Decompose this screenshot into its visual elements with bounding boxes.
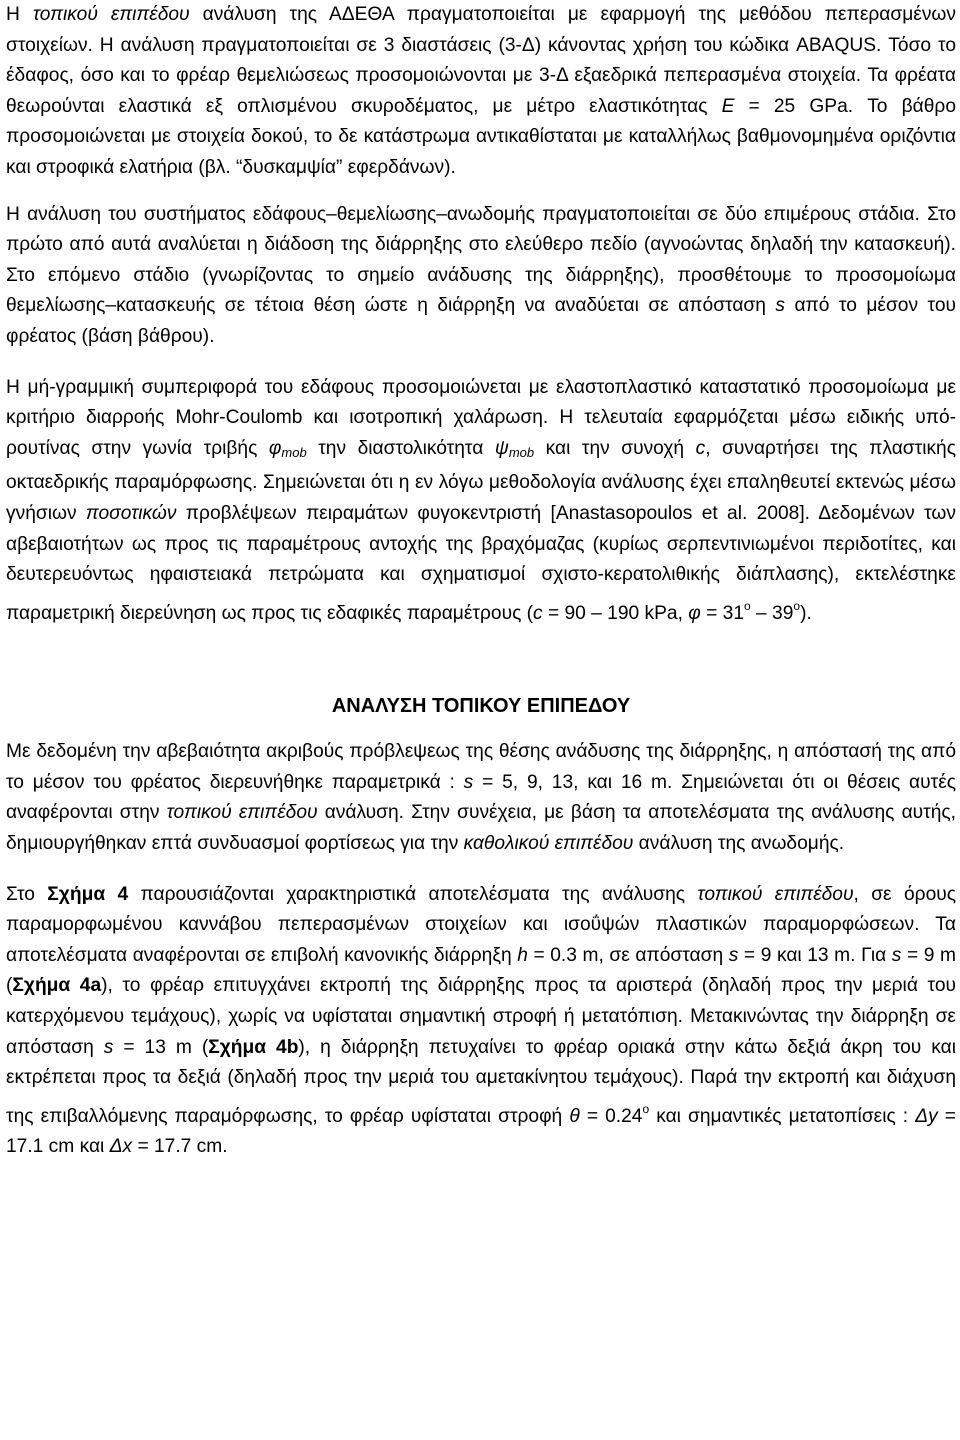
text-run: τοπικού επιπέδου: [32, 4, 190, 25]
text-run: , συναρτήσει της πλαστικής οκταεδρικής παραμόρφωσης. Σημειώνεται ότι η εν λόγω μεθοδολογία ανάλυσης έχει επαληθευτεί εκτενώς μέσω γνήσιων: [6, 437, 956, 524]
text-run: ανάλυση της ΑΔΕΘΑ πραγματοποιείται με εφαρμογή της μεθόδου πεπερασμένων στοιχείων. Η ανάλυση πραγματοποιείται σε 3 διαστάσεις (3-Δ) κάνοντας χρήση του κώδικα ABAQUS. Τόσο το έδαφος, όσο και το φρέαρ θεμελιώσεως προσομοιώνονται με 3-Δ εξαεδρικά πεπερασμένα στοιχεία. Τα φρέατα θεωρούνται ελαστικά εξ οπλισμένου σκυροδέματος, με μέτρο ελαστικότητας: [6, 4, 956, 117]
text-run: = 13 m (: [113, 1036, 209, 1058]
text-run: προβλέψεων πειραμάτων φυγοκεντριστή [Anastasopoulos et al. 2008]. Δεδομένων των αβεβαιοτήτων ως προς τις παραμέτρους αντοχής της βραχόμαζας (κυρίως σερπεντινιωμένοι περιδοτίτες, και δευτερευόντως ηφαιστειακά πετρώματα και σχηματισμοί σχιστο-κερατολιθικής διάπλασης), εκτελέστηκε παραμετρική διερεύνηση ως προς τις εδαφικές παραμέτρους (: [6, 502, 956, 624]
paragraph-local-analysis-intro: [6, 0, 956, 184]
text-run: τοπικού επιπέδου: [697, 883, 854, 905]
text-run: mob: [281, 444, 307, 460]
text-run: Σχήμα 4b: [208, 1036, 299, 1058]
text-run: s: [103, 1036, 114, 1058]
text-run: – 39: [750, 602, 794, 624]
text-run: c: [533, 602, 543, 624]
text-run: , σε όρους παραμορφωμένου καννάβου πεπερασμένων στοιχείων και ισοΰψών πλαστικών παραμορφώσεων. Τα αποτελέσματα αναφέρονται σε επιβολή κανονικής διάρρηξη: [6, 883, 956, 966]
text-run: s: [891, 944, 902, 966]
text-run: Δy: [915, 1105, 938, 1127]
text-run: ψ: [494, 437, 509, 459]
text-run: mob: [508, 444, 535, 460]
text-run: ο: [642, 1101, 650, 1116]
text-run: και την συνοχή: [534, 437, 696, 459]
text-run: c: [695, 437, 706, 459]
paragraph-figure-4-results: [6, 880, 956, 1163]
text-run: ανάλυση της ανωδομής.: [633, 833, 845, 855]
text-run: Η: [6, 4, 33, 25]
text-run: και σημαντικές μετατοπίσεις :: [649, 1105, 916, 1127]
text-run: s: [463, 771, 474, 793]
text-run: τοπικού επιπέδου: [166, 802, 318, 824]
paragraph-nonlinear-behaviour: [6, 373, 956, 630]
text-run: = 17.7 cm.: [132, 1136, 228, 1158]
text-run: Η ανάλυση του συστήματος εδάφους–θεμελίωσης–ανωδομής πραγματοποιείται σε δύο επιμέρους στάδια. Στο πρώτο από αυτά αναλύεται η διάδοση της διάρρηξης στο ελεύθερο πεδίο (αγνοώντας δηλαδή την κατασκευή). Στο επόμενο στάδιο (γνωρίζοντας το σημείο ανάδυσης της διάρρηξης), προσθέτουμε το προσομοίωμα θεμελίωσης–κατασκευής σε τέτοια θέση ώστε η διάρρηξη να αναδύεται σε απόσταση: [6, 203, 956, 317]
text-run: = 9 και 13 m. Για: [738, 944, 892, 966]
text-run: Δx: [109, 1136, 133, 1158]
text-run: E: [721, 95, 735, 117]
text-run: ), η διάρρηξη πετυχαίνει το φρέαρ οριακά στην κάτω δεξιά άκρη του και εκτρέπεται προς τα δεξιά (δηλαδή προς την μεριά του αμετακίνητου τεμάχους). Παρά την εκτροπή και διάχυση της επιβαλλόμενης παραμόρφωσης, το φρέαρ υφίσταται στροφή: [6, 1036, 956, 1127]
text-run: την διαστολικότητα: [306, 437, 495, 459]
text-run: = 90 – 190 kPa,: [542, 602, 689, 624]
text-run: = 31: [700, 602, 745, 624]
text-run: Σχήμα 4: [47, 883, 129, 905]
text-run: ποσοτικών: [85, 502, 177, 524]
text-run: = 0.24: [579, 1105, 643, 1127]
text-run: θ: [569, 1105, 580, 1127]
text-run: = 5, 9, 13, και 16 m. Σημειώνεται ότι οι θέσεις αυτές αναφέρονται στην: [6, 771, 956, 824]
text-run: s: [728, 944, 739, 966]
text-run: παρουσιάζονται χαρακτηριστικά αποτελέσματα της ανάλυσης: [128, 883, 698, 905]
text-run: καθολικού επιπέδου: [463, 833, 634, 855]
paragraph-rupture-location: [6, 737, 956, 859]
text-run: h: [517, 944, 528, 966]
text-run: ), το φρέαρ επιτυγχάνει εκτροπή της διάρρηξης προς τα αριστερά (δηλαδή προς την μεριά του κατερχόμενου τεμάχους), χωρίς να υφίσταται σημαντική στροφή ή μετατόπιση. Μετακινώντας την διάρρηξη σε απόσταση: [6, 975, 956, 1058]
text-run: = 17.1 cm και: [6, 1105, 956, 1158]
text-run: = 9 m (: [6, 944, 956, 997]
text-run: Στο: [6, 883, 48, 905]
text-run: φ: [268, 437, 282, 459]
text-run: από το μέσον του φρέατος (βάση βάθρου).: [6, 295, 956, 347]
text-run: ανάλυση. Στην συνέχεια, με βάση τα αποτελέσματα της ανάλυσης αυτής, δημιουργήθηκαν επτά συνδυασμοί φορτίσεως για την: [6, 802, 956, 855]
text-run: φ: [688, 602, 701, 624]
text-run: s: [775, 295, 785, 317]
text-run: ).: [800, 602, 812, 624]
text-run: = 25 GPa. Το βάθρο προσομοιώνεται με στοιχεία δοκού, το δε κατάστρωμα αντικαθίσταται με καταλλήλως βαθμονομημένα οριζόντια και στροφικά ελατήρια (βλ. “δυσκαμψία” εφερδάνων).: [6, 95, 956, 178]
text-run: ο: [744, 598, 751, 613]
text-run: Η μή-γραμμική συμπεριφορά του εδάφους προσομοιώνεται με ελαστοπλαστικό καταστατικό προσομοίωμα με κριτήριο διαρροής Mohr-Coulomb και ισοτροπική χαλάρωση. Η τελευταία εφαρμόζεται μέσω ειδικής υπό-ρουτίνας στην γωνία τριβής: [6, 376, 956, 459]
paragraph-analysis-stages: [6, 200, 956, 353]
text-run: = 0.3 m, σε απόσταση: [527, 944, 729, 966]
text-run: ο: [793, 598, 801, 613]
text-run: Με δεδομένη την αβεβαιότητα ακριβούς πρόβλεψεως της θέσης ανάδυσης της διάρρηξης, η απόστασή της από το μέσον του φρέατος διερευνήθηκε παραμετρικά :: [6, 741, 956, 793]
section-heading: ΑΝΑΛΥΣΗ ΤΟΠΙΚΟΥ ΕΠΙΠΕΔΟΥ: [331, 695, 631, 718]
text-run: Σχήμα 4a: [12, 975, 102, 997]
